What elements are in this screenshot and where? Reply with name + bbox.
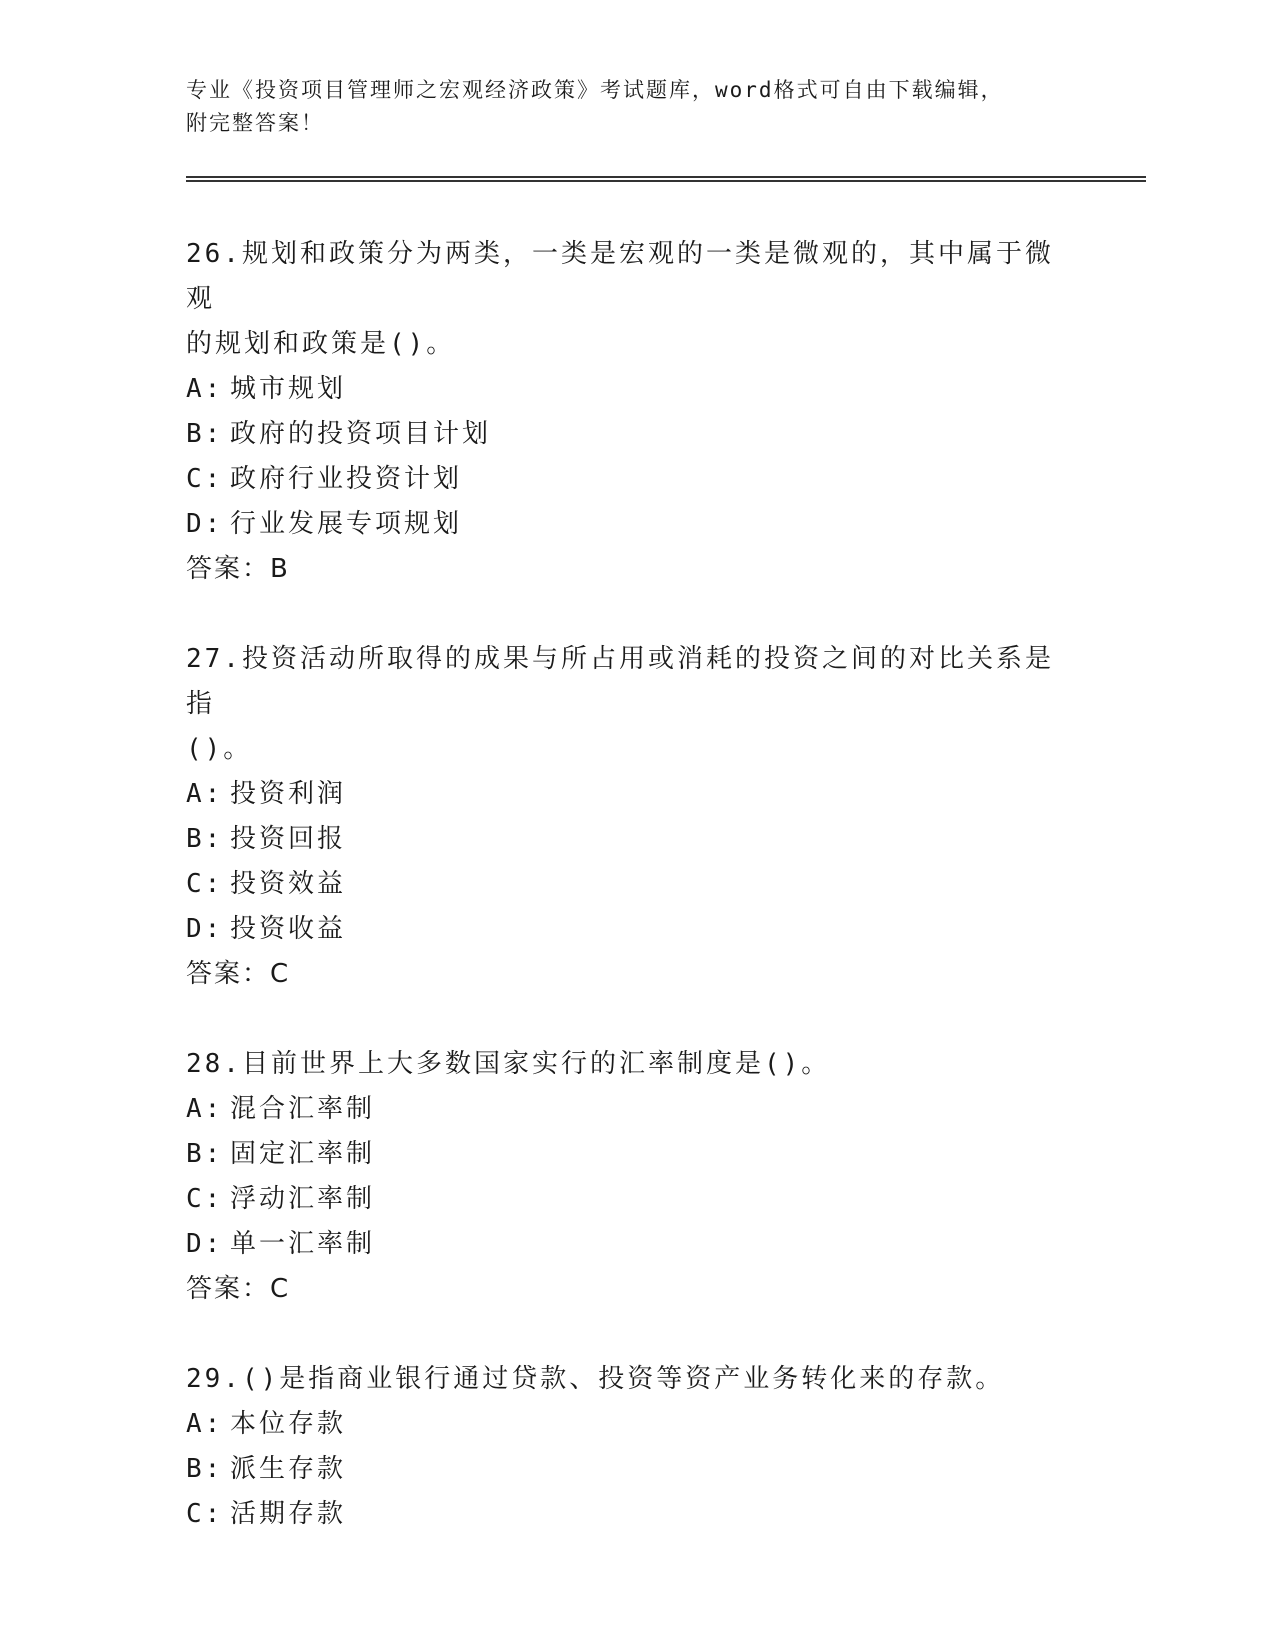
option-text: 派生存款 bbox=[230, 1454, 347, 1484]
question-stem-line-1: 29.()是指商业银行通过贷款、投资等资产业务转化来的存款。 bbox=[186, 1364, 1005, 1394]
option-text: 本位存款 bbox=[230, 1409, 347, 1439]
question-stem-line-1: 26.规划和政策分为两类，一类是宏观的一类是微观的，其中属于微观 bbox=[186, 239, 1054, 314]
question-stem bbox=[186, 1357, 1066, 1402]
option-c bbox=[186, 862, 1146, 907]
option-c bbox=[186, 1177, 1146, 1222]
question-27 bbox=[186, 637, 1146, 997]
option-key: A: bbox=[186, 374, 224, 404]
option-d bbox=[186, 1222, 1146, 1267]
option-key: B: bbox=[186, 419, 224, 449]
header-line-1: 专业《投资项目管理师之宏观经济政策》考试题库，word格式可自由下载编辑， bbox=[186, 78, 1004, 102]
question-stem-line-1: 28.目前世界上大多数国家实行的汇率制度是()。 bbox=[186, 1049, 831, 1079]
option-key: C: bbox=[186, 1184, 224, 1214]
answer-line: 答案：C bbox=[186, 959, 291, 989]
option-key: B: bbox=[186, 1139, 224, 1169]
option-d bbox=[186, 502, 1146, 547]
option-text: 投资收益 bbox=[230, 914, 347, 944]
option-a bbox=[186, 1402, 1146, 1447]
option-b bbox=[186, 412, 1146, 457]
question-29 bbox=[186, 1357, 1146, 1537]
option-text: 投资回报 bbox=[230, 824, 347, 854]
question-stem bbox=[186, 1042, 1066, 1087]
option-key: B: bbox=[186, 824, 224, 854]
option-key: C: bbox=[186, 464, 224, 494]
option-key: D: bbox=[186, 509, 224, 539]
question-stem-line-2: ()。 bbox=[186, 734, 253, 764]
option-text: 混合汇率制 bbox=[230, 1094, 376, 1124]
option-text: 固定汇率制 bbox=[230, 1139, 376, 1169]
option-key: A: bbox=[186, 1094, 224, 1124]
option-key: A: bbox=[186, 779, 224, 809]
option-a bbox=[186, 772, 1146, 817]
option-text: 政府行业投资计划 bbox=[230, 464, 463, 494]
option-a bbox=[186, 1087, 1146, 1132]
option-key: A: bbox=[186, 1409, 224, 1439]
option-key: B: bbox=[186, 1454, 224, 1484]
answer-line: 答案：B bbox=[186, 554, 290, 584]
option-key: D: bbox=[186, 1229, 224, 1259]
option-c bbox=[186, 457, 1146, 502]
option-key: C: bbox=[186, 1499, 224, 1529]
question-stem bbox=[186, 232, 1066, 367]
option-text: 政府的投资项目计划 bbox=[230, 419, 492, 449]
question-stem-line-1: 27.投资活动所取得的成果与所占用或消耗的投资之间的对比关系是指 bbox=[186, 644, 1054, 719]
option-text: 活期存款 bbox=[230, 1499, 347, 1529]
question-stem-line-2: 的规划和政策是()。 bbox=[186, 329, 456, 359]
option-a bbox=[186, 367, 1146, 412]
question-26 bbox=[186, 232, 1146, 592]
option-text: 单一汇率制 bbox=[230, 1229, 376, 1259]
header-divider bbox=[186, 176, 1146, 182]
question-stem bbox=[186, 637, 1066, 772]
option-b bbox=[186, 1132, 1146, 1177]
option-d bbox=[186, 907, 1146, 952]
option-b bbox=[186, 817, 1146, 862]
option-text: 投资利润 bbox=[230, 779, 347, 809]
option-key: C: bbox=[186, 869, 224, 899]
option-text: 浮动汇率制 bbox=[230, 1184, 376, 1214]
question-28 bbox=[186, 1042, 1146, 1312]
option-b bbox=[186, 1447, 1146, 1492]
question-list bbox=[186, 232, 1146, 1582]
option-text: 城市规划 bbox=[230, 374, 347, 404]
document-header bbox=[186, 74, 1146, 140]
header-line-2: 附完整答案！ bbox=[186, 111, 324, 135]
option-c bbox=[186, 1492, 1146, 1537]
answer-line: 答案：C bbox=[186, 1274, 291, 1304]
option-text: 投资效益 bbox=[230, 869, 347, 899]
option-key: D: bbox=[186, 914, 224, 944]
option-text: 行业发展专项规划 bbox=[230, 509, 463, 539]
